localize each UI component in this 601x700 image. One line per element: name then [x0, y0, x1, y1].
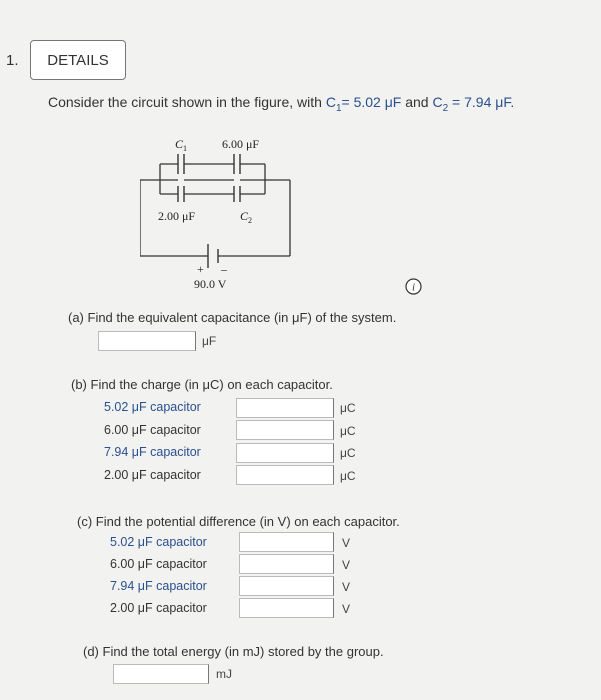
circuit-diagram: [140, 130, 310, 290]
part-c-label-7-94: 7.94 μF capacitor: [110, 579, 207, 593]
part-c-input-6-00[interactable]: [239, 554, 334, 574]
part-b-unit-6-00: μC: [340, 424, 356, 438]
part-c-input-5-02[interactable]: [239, 532, 334, 552]
part-b-input-7-94[interactable]: [236, 443, 334, 463]
part-b-text: (b) Find the charge (in μC) on each capacitor.: [71, 377, 333, 392]
part-c-unit-5-02: V: [342, 536, 351, 550]
part-b-label-7-94: 7.94 μF capacitor: [104, 445, 201, 459]
fig-c1-label: $C_1$: [175, 137, 188, 153]
part-c-input-2-00[interactable]: [239, 598, 334, 618]
part-a-unit: μF: [202, 334, 217, 348]
part-a-input[interactable]: [98, 331, 196, 351]
fig-battery-label: 90.0 V: [194, 277, 227, 290]
part-c-label-6-00: 6.00 μF capacitor: [110, 557, 207, 571]
intro-mid: and: [401, 94, 433, 110]
c1-value: = 5.02 μF: [341, 94, 402, 110]
details-button[interactable]: DETAILS: [30, 40, 126, 80]
part-b-label-2-00: 2.00 μF capacitor: [104, 468, 201, 482]
fig-c2-label: $C_2$: [240, 209, 253, 225]
part-c-text: (c) Find the potential difference (in V) on each capacitor.: [77, 514, 400, 529]
fig-minus-sign: –: [221, 262, 227, 276]
part-b-unit-5-02: μC: [340, 401, 356, 415]
part-c-label-2-00: 2.00 μF capacitor: [110, 601, 207, 615]
part-d-unit: mJ: [216, 667, 232, 681]
fig-cap-top-label: 6.00 μF: [222, 137, 260, 151]
question-number: 1.: [6, 52, 19, 69]
part-c-input-7-94[interactable]: [239, 576, 334, 596]
part-c-label-5-02: 5.02 μF capacitor: [110, 535, 207, 549]
part-b-unit-2-00: μC: [340, 469, 356, 483]
fig-plus-sign: +: [197, 262, 204, 276]
part-b-unit-7-94: μC: [340, 446, 356, 460]
part-b-label-6-00: 6.00 μF capacitor: [104, 423, 201, 437]
c2-value: = 7.94 μF.: [448, 94, 515, 110]
part-c-unit-2-00: V: [342, 602, 351, 616]
part-d-input[interactable]: [113, 664, 209, 684]
info-icon[interactable]: [405, 278, 422, 295]
intro-prefix: Consider the circuit shown in the figure, with: [48, 94, 326, 110]
part-b-input-5-02[interactable]: [236, 398, 334, 418]
svg-text:i: i: [411, 281, 416, 294]
part-a-text: (a) Find the equivalent capacitance (in μF) of the system.: [68, 310, 397, 325]
part-c-unit-7-94: V: [342, 580, 351, 594]
fig-cap-left-label: 2.00 μF: [158, 209, 196, 223]
c2-symbol: $C_2$: [432, 94, 449, 114]
part-c-unit-6-00: V: [342, 558, 351, 572]
part-b-input-6-00[interactable]: [236, 420, 334, 440]
c1-symbol: $C_1$: [325, 94, 342, 114]
question-intro: [48, 94, 514, 114]
part-d-text: (d) Find the total energy (in mJ) stored by the group.: [83, 644, 384, 659]
part-b-input-2-00[interactable]: [236, 465, 334, 485]
part-b-label-5-02: 5.02 μF capacitor: [104, 400, 201, 414]
